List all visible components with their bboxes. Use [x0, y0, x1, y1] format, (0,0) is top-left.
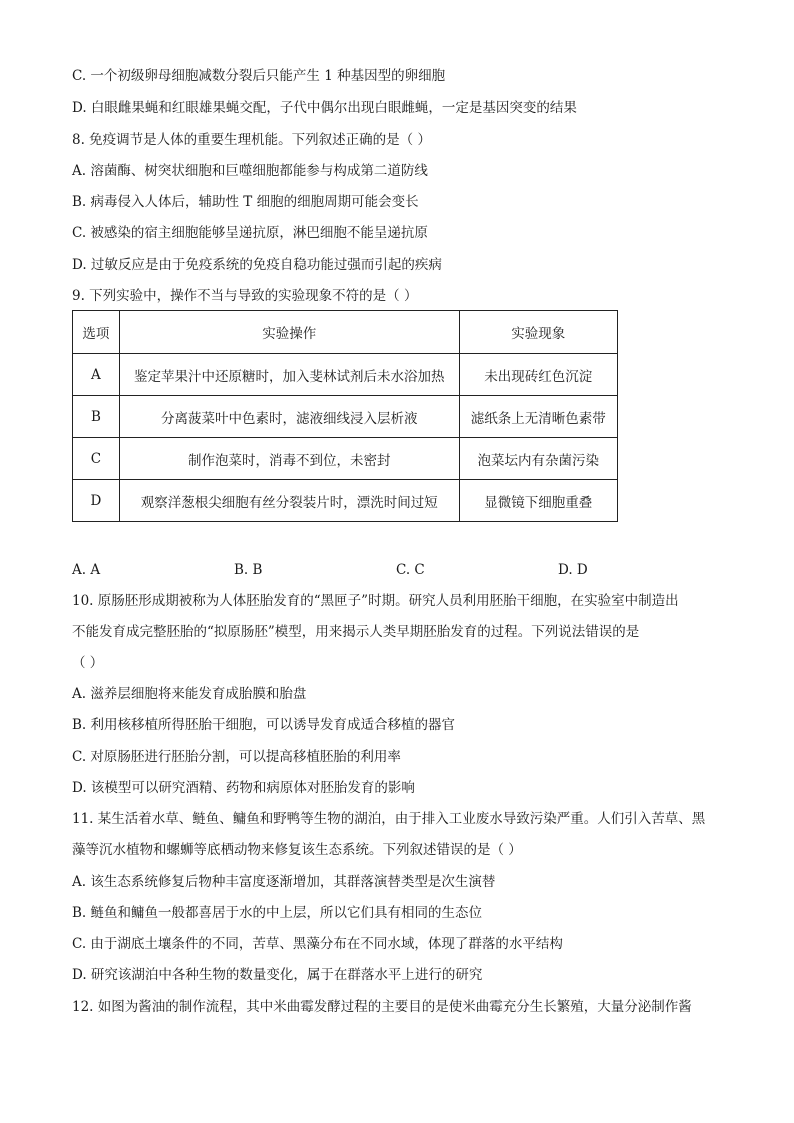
table-row — [73, 354, 618, 396]
table-header-cell: 实验现象 — [459, 311, 617, 354]
table-cell: 鉴定苹果汁中还原糖时，加入斐林试剂后未水浴加热 — [119, 354, 459, 396]
q7-option-c: C. 一个初级卵母细胞减数分裂后只能产生 1 种基因型的卵细胞 — [72, 68, 446, 84]
table-cell: C — [73, 438, 120, 480]
q10-option-a: A. 滋养层细胞将来能发育成胎膜和胎盘 — [72, 686, 307, 702]
table-row — [73, 480, 618, 522]
q11-option-a: A. 该生态系统修复后物种丰富度逐渐增加，其群落演替类型是次生演替 — [72, 874, 496, 890]
q10-stem-line2: 不能发育成完整胚胎的“拟原肠胚”模型，用来揭示人类早期胚胎发育的过程。下列说法错误的是 — [72, 624, 640, 640]
q8-option-b: B. 病毒侵入人体后，辅助性 T 细胞的细胞周期可能会变长 — [72, 194, 419, 210]
table-cell: D — [73, 480, 120, 522]
table-cell: 分离菠菜叶中色素时，滤液细线浸入层析液 — [119, 396, 459, 438]
table-cell: B — [73, 396, 120, 438]
table-cell: 滤纸条上无清晰色素带 — [459, 396, 617, 438]
table-cell: 制作泡菜时，消毒不到位，未密封 — [119, 438, 459, 480]
q10-option-d: D. 该模型可以研究酒精、药物和病原体对胚胎发育的影响 — [72, 780, 415, 796]
q9-choice-d: D. D — [558, 562, 588, 578]
q7-option-d: D. 白眼雌果蝇和红眼雄果蝇交配，子代中偶尔出现白眼雌蝇，一定是基因突变的结果 — [72, 100, 577, 116]
q9-choice-b: B. B — [234, 562, 263, 578]
q8-option-a: A. 溶菌酶、树突状细胞和巨噬细胞都能参与构成第二道防线 — [72, 163, 428, 179]
q9-table — [72, 310, 618, 522]
table-row — [73, 438, 618, 480]
q11-option-c: C. 由于湖底土壤条件的不同，苦草、黑藻分布在不同水域，体现了群落的水平结构 — [72, 936, 563, 952]
table-header-cell: 选项 — [73, 311, 120, 354]
table-cell: A — [73, 354, 120, 396]
table-header-row — [73, 311, 618, 354]
q12-stem-line1: 12. 如图为酱油的制作流程，其中米曲霉发酵过程的主要目的是使米曲霉充分生长繁殖，大量分泌制作酱 — [72, 999, 692, 1015]
q9-stem: 9. 下列实验中，操作不当与导致的实验现象不符的是（ ） — [72, 288, 418, 304]
table-row — [73, 396, 618, 438]
q9-choice-c: C. C — [396, 562, 425, 578]
q10-option-b: B. 利用核移植所得胚胎干细胞，可以诱导发育成适合移植的器官 — [72, 717, 456, 733]
q11-option-b: B. 鲢鱼和鳙鱼一般都喜居于水的中上层，所以它们具有相同的生态位 — [72, 905, 483, 921]
q10-option-c: C. 对原肠胚进行胚胎分割，可以提高移植胚胎的利用率 — [72, 749, 401, 765]
q11-stem-line1: 11. 某生活着水草、鲢鱼、鳙鱼和野鸭等生物的湖泊，由于排入工业废水导致污染严重。人们引入苦草、黑 — [72, 811, 706, 827]
q8-option-c: C. 被感染的宿主细胞能够呈递抗原，淋巴细胞不能呈递抗原 — [72, 225, 428, 241]
q11-stem-line2: 藻等沉水植物和螺蛳等底栖动物来修复该生态系统。下列叙述错误的是（ ） — [72, 842, 522, 858]
q8-option-d: D. 过敏反应是由于免疫系统的免疫自稳功能过强而引起的疾病 — [72, 257, 442, 273]
q11-option-d: D. 研究该湖泊中各种生物的数量变化，属于在群落水平上进行的研究 — [72, 967, 483, 983]
q10-stem-line1: 10. 原肠胚形成期被称为人体胚胎发育的“黑匣子”时期。研究人员利用胚胎干细胞，在实验室中制造出 — [72, 593, 679, 609]
table-cell: 显微镜下细胞重叠 — [459, 480, 617, 522]
q9-choice-a: A. A — [72, 562, 101, 578]
q8-stem: 8. 免疫调节是人体的重要生理机能。下列叙述正确的是（ ） — [72, 132, 431, 148]
table-cell: 泡菜坛内有杂菌污染 — [459, 438, 617, 480]
table-cell: 观察洋葱根尖细胞有丝分裂装片时，漂洗时间过短 — [119, 480, 459, 522]
q10-blank: （ ） — [72, 655, 104, 671]
table-cell: 未出现砖红色沉淀 — [459, 354, 617, 396]
table-header-cell: 实验操作 — [119, 311, 459, 354]
